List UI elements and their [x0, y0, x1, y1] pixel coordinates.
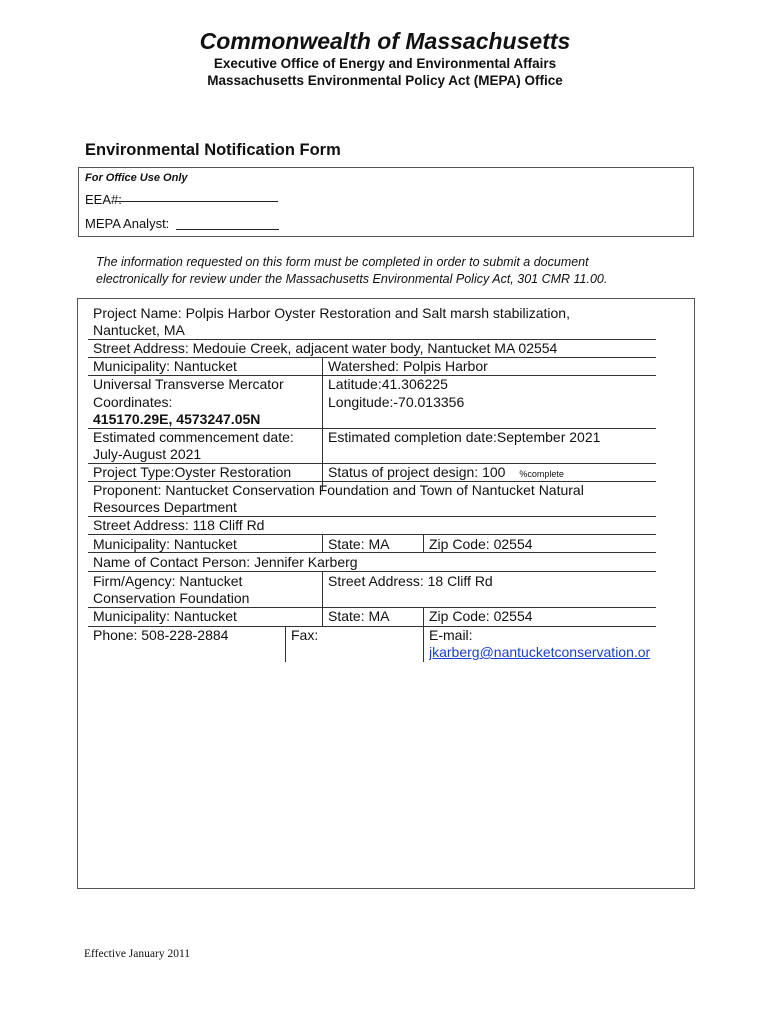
- project-name-line-2: Nantucket, MA: [93, 322, 185, 338]
- project-name-line-1: Project Name: Polpis Harbor Oyster Restoration and Salt marsh stabilization,: [93, 305, 570, 321]
- completion-date: Estimated completion date:September 2021: [328, 429, 601, 445]
- divider: [88, 552, 656, 553]
- eea-number-label: EEA#:: [85, 192, 122, 207]
- instructions-line-2: electronically for review under the Massachusetts Environmental Policy Act, 301 CMR 11.00.: [96, 272, 608, 286]
- contact-fax: Fax:: [291, 627, 319, 643]
- agency-name: Executive Office of Energy and Environmental Affairs: [213, 56, 557, 71]
- contact-phone: Phone: 508-228-2884: [93, 627, 229, 643]
- utm-label-line-1: Universal Transverse Mercator: [93, 376, 284, 392]
- proponent-zip: Zip Code: 02554: [429, 536, 533, 552]
- column-divider: [322, 534, 323, 552]
- contact-email-link[interactable]: jkarberg@nantucketconservation.or: [429, 644, 651, 660]
- column-divider: [322, 571, 323, 627]
- instructions-line-1: The information requested on this form must be completed in order to submit a document: [96, 255, 589, 269]
- design-status-value: Status of project design: 100: [328, 464, 506, 480]
- eea-number-field[interactable]: [116, 201, 278, 202]
- column-divider: [322, 357, 323, 490]
- firm-agency-line-1: Firm/Agency: Nantucket: [93, 573, 243, 589]
- column-divider: [423, 607, 424, 662]
- watershed: Watershed: Polpis Harbor: [328, 358, 488, 374]
- latitude: Latitude:41.306225: [328, 376, 448, 392]
- mepa-analyst-label: MEPA Analyst:: [85, 216, 170, 231]
- contact-state: State: MA: [328, 608, 390, 624]
- project-type: Project Type:Oyster Restoration: [93, 464, 292, 480]
- contact-email-label: E-mail:: [429, 627, 473, 643]
- contact-municipality: Municipality: Nantucket: [93, 608, 237, 624]
- divider: [88, 534, 656, 535]
- office-name: Massachusetts Environmental Policy Act (MEPA) Office: [207, 73, 563, 88]
- form-title: Environmental Notification Form: [85, 141, 341, 159]
- utm-coordinates: 415170.29E, 4573247.05N: [93, 411, 261, 427]
- proponent-municipality: Municipality: Nantucket: [93, 536, 237, 552]
- utm-label-line-2: Coordinates:: [93, 394, 173, 410]
- project-municipality: Municipality: Nantucket: [93, 358, 237, 374]
- longitude: Longitude:-70.013356: [328, 394, 465, 410]
- document-title: Commonwealth of Massachusetts: [199, 28, 571, 54]
- commencement-date-label: Estimated commencement date:: [93, 429, 294, 445]
- footer-effective-date: Effective January 2011: [84, 948, 191, 960]
- column-divider: [423, 534, 424, 552]
- contact-zip: Zip Code: 02554: [429, 608, 533, 624]
- divider: [88, 571, 656, 572]
- contact-person: Name of Contact Person: Jennifer Karberg: [93, 554, 358, 570]
- instructions-text: [96, 254, 676, 288]
- project-street-address: Street Address: Medouie Creek, adjacent water body, Nantucket MA 02554: [93, 340, 558, 356]
- commencement-date-value: July-August 2021: [93, 446, 202, 462]
- design-status-unit: %complete: [519, 469, 564, 479]
- proponent-line-1: Proponent: Nantucket Conservation Foundation and Town of Nantucket Natural: [93, 482, 584, 498]
- proponent-line-2: Resources Department: [93, 499, 237, 515]
- firm-agency-line-2: Conservation Foundation: [93, 590, 250, 606]
- proponent-street-address: Street Address: 118 Cliff Rd: [93, 517, 265, 533]
- office-use-label: For Office Use Only: [85, 172, 188, 184]
- mepa-analyst-field[interactable]: [176, 229, 279, 230]
- column-divider: [285, 626, 286, 662]
- proponent-state: State: MA: [328, 536, 390, 552]
- contact-street-address: Street Address: 18 Cliff Rd: [328, 573, 493, 589]
